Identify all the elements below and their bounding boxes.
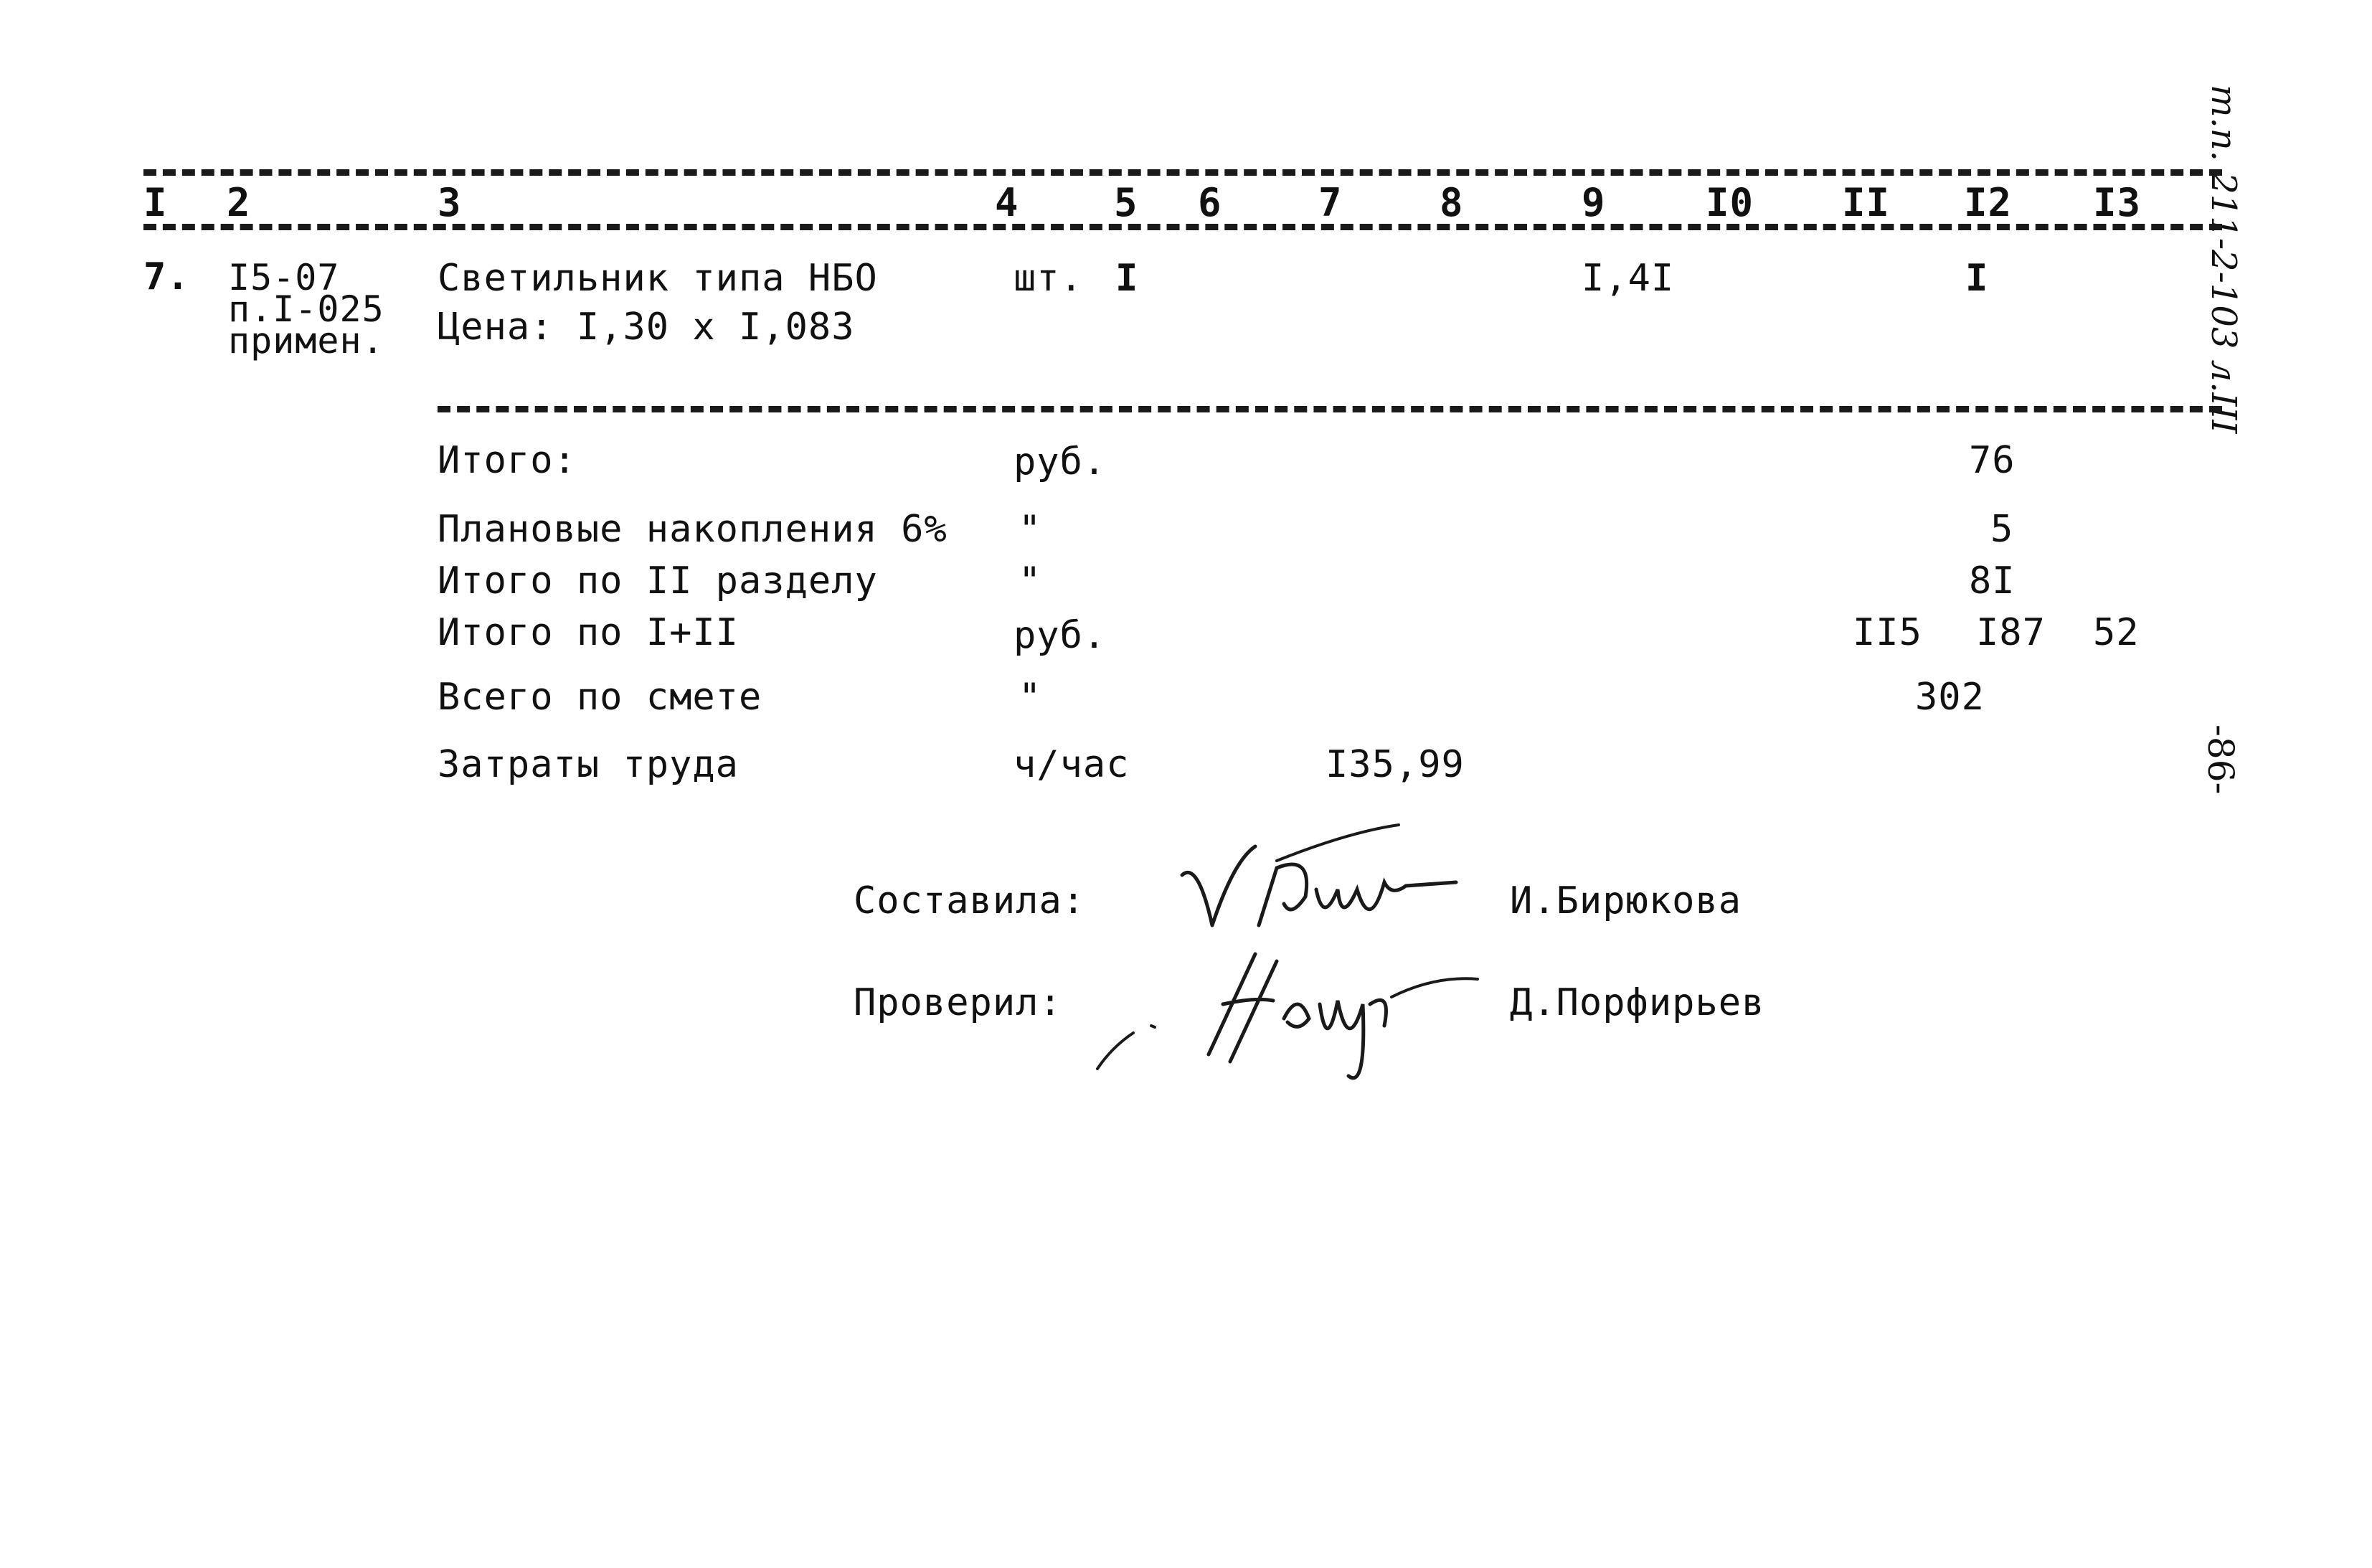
item-code-line-3: примен.	[228, 320, 384, 362]
column-header-10: I0	[1706, 180, 1754, 225]
column-header-5: 5	[1114, 180, 1138, 225]
compiled-signature	[1169, 818, 1470, 940]
total-col13: 52	[2093, 611, 2140, 654]
total-col12: I87	[1976, 611, 2046, 654]
page-number: -86-	[2200, 724, 2241, 795]
item-name: Светильник типа НБО	[438, 257, 878, 300]
total-label: Итого по II разделу	[438, 559, 878, 603]
column-header-11: II	[1842, 180, 1891, 225]
column-header-1: I	[143, 180, 168, 225]
checked-name: Д.Порфирьев	[1510, 981, 1765, 1024]
total-label: Затраты труда	[438, 743, 739, 786]
column-header-2: 2	[227, 180, 251, 225]
total-label: Всего по смете	[438, 676, 762, 719]
total-unit: "	[1019, 508, 1042, 551]
header-bottom-rule	[143, 224, 2222, 230]
column-header-13: I3	[2093, 180, 2142, 225]
item-col12: I	[1965, 257, 1989, 300]
total-unit: "	[1019, 559, 1042, 603]
column-header-7: 7	[1318, 180, 1343, 225]
compiled-label: Составила:	[854, 879, 1086, 922]
total-label: Итого:	[438, 439, 577, 482]
total-label: Плановые накопления 6%	[438, 508, 948, 551]
total-label: Итого по I+II	[438, 611, 739, 654]
column-header-4: 4	[995, 180, 1019, 225]
margin-note: т.п. 211-2-103 л.III	[2203, 85, 2244, 434]
total-unit: руб.	[1013, 440, 1107, 483]
item-number: 7.	[143, 255, 190, 298]
column-header-3: 3	[438, 180, 462, 225]
column-header-12: I2	[1964, 180, 2013, 225]
total-col12: 76	[1969, 439, 2016, 482]
item-unit: шт.	[1013, 257, 1083, 300]
total-col11: II5	[1853, 611, 1922, 654]
total-col12: 302	[1915, 676, 1985, 719]
checked-label: Проверил:	[854, 981, 1062, 1024]
total-unit: ч/час	[1013, 743, 1130, 786]
item-code-line-1: I5-07	[228, 257, 340, 298]
column-header-9: 9	[1582, 180, 1606, 225]
item-code-line-2: п.I-025	[228, 288, 384, 330]
total-col7: I35,99	[1326, 743, 1465, 786]
column-header-8: 8	[1440, 180, 1464, 225]
total-unit: руб.	[1013, 614, 1107, 657]
column-header-6: 6	[1198, 180, 1222, 225]
totals-top-rule	[438, 406, 2222, 412]
item-quantity: I	[1115, 257, 1139, 300]
item-price: Цена: I,30 x I,083	[438, 306, 855, 349]
table-top-rule	[143, 169, 2222, 176]
total-col12: 8I	[1969, 559, 2016, 603]
compiled-name: И.Бирюкова	[1510, 879, 1742, 922]
item-col9: I,4I	[1582, 257, 1675, 300]
total-col12: 5	[1990, 508, 2014, 551]
checked-signature	[1090, 947, 1492, 1097]
total-unit: "	[1019, 676, 1042, 719]
